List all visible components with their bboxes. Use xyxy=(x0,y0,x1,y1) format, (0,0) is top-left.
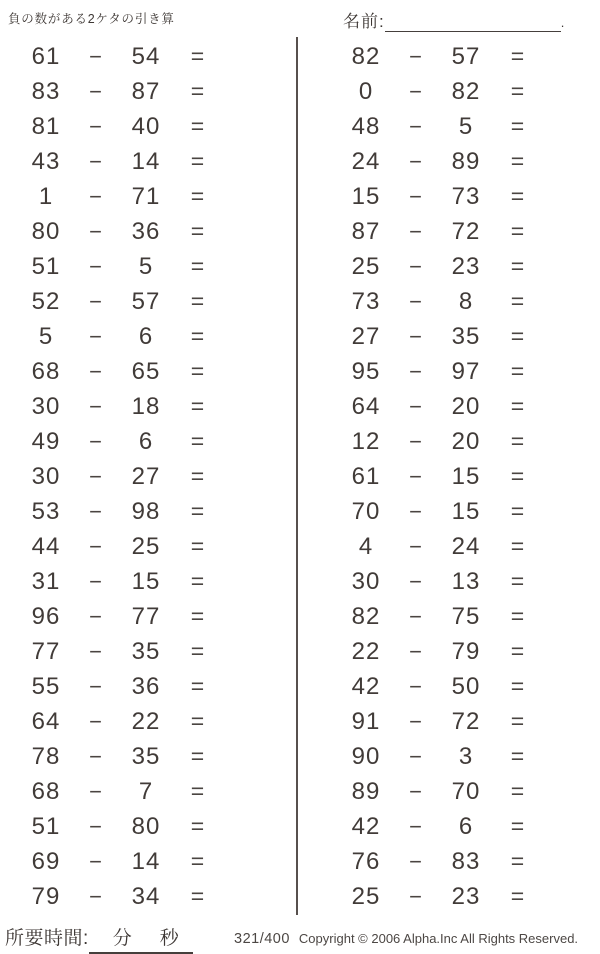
minus-operator: − xyxy=(409,288,423,314)
name-underline xyxy=(385,14,561,32)
problem-row xyxy=(336,39,540,74)
problem-row xyxy=(16,319,220,354)
subtrahend: 83 xyxy=(451,847,481,875)
minuend: 12 xyxy=(351,427,381,455)
equals-sign: = xyxy=(190,603,206,629)
minus-operator: − xyxy=(409,113,423,139)
minus-operator: − xyxy=(89,743,103,769)
problem-row xyxy=(336,809,540,844)
problem-row xyxy=(336,704,540,739)
problem-row xyxy=(16,669,220,704)
minus-operator: − xyxy=(409,358,423,384)
minus-operator: − xyxy=(409,883,423,909)
problems-column-right xyxy=(336,39,540,914)
equals-sign: = xyxy=(190,778,206,804)
equals-sign: = xyxy=(510,778,526,804)
minuend: 52 xyxy=(31,287,61,315)
subtrahend: 7 xyxy=(138,777,154,805)
equals-sign: = xyxy=(510,743,526,769)
equals-sign: = xyxy=(190,673,206,699)
minuend: 15 xyxy=(351,182,381,210)
equals-sign: = xyxy=(510,463,526,489)
subtrahend: 6 xyxy=(138,427,154,455)
minuend: 30 xyxy=(351,567,381,595)
subtrahend: 73 xyxy=(451,182,481,210)
minus-operator: − xyxy=(89,778,103,804)
problem-row xyxy=(16,564,220,599)
minus-operator: − xyxy=(89,358,103,384)
subtrahend: 23 xyxy=(451,882,481,910)
equals-sign: = xyxy=(510,183,526,209)
subtrahend: 6 xyxy=(458,812,474,840)
subtrahend: 14 xyxy=(131,147,161,175)
equals-sign: = xyxy=(190,78,206,104)
equals-sign: = xyxy=(510,323,526,349)
minuend: 22 xyxy=(351,637,381,665)
problem-row xyxy=(336,774,540,809)
minuend: 64 xyxy=(31,707,61,735)
equals-sign: = xyxy=(510,113,526,139)
problem-row xyxy=(16,249,220,284)
minuend: 61 xyxy=(31,42,61,70)
minuend: 4 xyxy=(358,532,374,560)
subtrahend: 18 xyxy=(131,392,161,420)
subtrahend: 98 xyxy=(131,497,161,525)
minus-operator: − xyxy=(409,78,423,104)
minuend: 51 xyxy=(31,812,61,840)
minuend: 43 xyxy=(31,147,61,175)
minus-operator: − xyxy=(409,568,423,594)
subtrahend: 5 xyxy=(138,252,154,280)
problem-row xyxy=(336,424,540,459)
equals-sign: = xyxy=(190,708,206,734)
minuend: 76 xyxy=(351,847,381,875)
equals-sign: = xyxy=(510,533,526,559)
minuend: 83 xyxy=(31,77,61,105)
minus-operator: − xyxy=(89,113,103,139)
minuend: 87 xyxy=(351,217,381,245)
subtrahend: 14 xyxy=(131,847,161,875)
minuend: 96 xyxy=(31,602,61,630)
problem-row xyxy=(336,214,540,249)
problem-row xyxy=(16,214,220,249)
minuend: 49 xyxy=(31,427,61,455)
problem-row xyxy=(336,529,540,564)
problem-row xyxy=(16,459,220,494)
minus-operator: − xyxy=(89,813,103,839)
equals-sign: = xyxy=(510,673,526,699)
problem-row xyxy=(16,599,220,634)
problem-row xyxy=(336,109,540,144)
subtrahend: 8 xyxy=(458,287,474,315)
subtrahend: 71 xyxy=(131,182,161,210)
equals-sign: = xyxy=(190,533,206,559)
subtrahend: 36 xyxy=(131,217,161,245)
worksheet-title: 負の数がある2ケタの引き算 xyxy=(8,12,175,26)
minus-operator: − xyxy=(409,253,423,279)
problem-row xyxy=(336,879,540,914)
minus-operator: − xyxy=(409,428,423,454)
minuend: 81 xyxy=(31,112,61,140)
subtrahend: 82 xyxy=(451,77,481,105)
equals-sign: = xyxy=(510,428,526,454)
equals-sign: = xyxy=(510,813,526,839)
equals-sign: = xyxy=(190,638,206,664)
subtrahend: 3 xyxy=(458,742,474,770)
minuend: 48 xyxy=(351,112,381,140)
problem-row xyxy=(336,634,540,669)
minuend: 95 xyxy=(351,357,381,385)
subtrahend: 35 xyxy=(131,637,161,665)
subtrahend: 15 xyxy=(451,462,481,490)
minuend: 30 xyxy=(31,462,61,490)
subtrahend: 54 xyxy=(131,42,161,70)
problem-row xyxy=(336,844,540,879)
problem-row xyxy=(336,179,540,214)
problem-row xyxy=(16,494,220,529)
subtrahend: 22 xyxy=(131,707,161,735)
minuend: 42 xyxy=(351,812,381,840)
problem-row xyxy=(16,389,220,424)
minuend: 27 xyxy=(351,322,381,350)
problem-row xyxy=(336,319,540,354)
minuend: 73 xyxy=(351,287,381,315)
equals-sign: = xyxy=(510,638,526,664)
minus-operator: − xyxy=(409,323,423,349)
problem-row xyxy=(16,109,220,144)
minus-operator: − xyxy=(89,533,103,559)
equals-sign: = xyxy=(510,43,526,69)
minuend: 30 xyxy=(31,392,61,420)
page-number: 321/400 xyxy=(234,931,290,947)
problem-row xyxy=(336,599,540,634)
minus-operator: − xyxy=(89,883,103,909)
minus-operator: − xyxy=(409,183,423,209)
problem-row xyxy=(336,564,540,599)
problem-row xyxy=(16,844,220,879)
minuend: 24 xyxy=(351,147,381,175)
minus-operator: − xyxy=(89,498,103,524)
equals-sign: = xyxy=(190,848,206,874)
minuend: 5 xyxy=(38,322,54,350)
minus-operator: − xyxy=(409,778,423,804)
minus-operator: − xyxy=(89,638,103,664)
minus-operator: − xyxy=(89,43,103,69)
subtrahend: 27 xyxy=(131,462,161,490)
equals-sign: = xyxy=(510,218,526,244)
minus-operator: − xyxy=(409,393,423,419)
minuend: 89 xyxy=(351,777,381,805)
subtrahend: 25 xyxy=(131,532,161,560)
subtrahend: 70 xyxy=(451,777,481,805)
time-blank-underline xyxy=(89,928,193,954)
equals-sign: = xyxy=(510,78,526,104)
problem-row xyxy=(336,74,540,109)
subtrahend: 35 xyxy=(451,322,481,350)
subtrahend: 15 xyxy=(131,567,161,595)
minus-operator: − xyxy=(409,533,423,559)
minus-operator: − xyxy=(409,638,423,664)
minuend: 70 xyxy=(351,497,381,525)
subtrahend: 20 xyxy=(451,427,481,455)
minus-operator: − xyxy=(409,673,423,699)
copyright-text: Copyright © 2006 Alpha.Inc All Rights Reserved. xyxy=(298,931,579,946)
equals-sign: = xyxy=(190,183,206,209)
equals-sign: = xyxy=(190,743,206,769)
seconds-label: 秒 xyxy=(159,928,179,949)
problem-row xyxy=(16,739,220,774)
minus-operator: − xyxy=(89,183,103,209)
name-label: 名前: xyxy=(343,12,385,31)
equals-sign: = xyxy=(510,498,526,524)
subtrahend: 75 xyxy=(451,602,481,630)
problem-row xyxy=(16,879,220,914)
problem-row xyxy=(16,424,220,459)
equals-sign: = xyxy=(190,323,206,349)
equals-sign: = xyxy=(510,393,526,419)
minus-operator: − xyxy=(409,848,423,874)
minuend: 55 xyxy=(31,672,61,700)
equals-sign: = xyxy=(190,463,206,489)
subtrahend: 40 xyxy=(131,112,161,140)
minus-operator: − xyxy=(89,463,103,489)
minus-operator: − xyxy=(89,393,103,419)
subtrahend: 72 xyxy=(451,217,481,245)
subtrahend: 72 xyxy=(451,707,481,735)
subtrahend: 34 xyxy=(131,882,161,910)
minus-operator: − xyxy=(89,323,103,349)
problem-row xyxy=(16,634,220,669)
subtrahend: 80 xyxy=(131,812,161,840)
subtrahend: 35 xyxy=(131,742,161,770)
minuend: 0 xyxy=(358,77,374,105)
minus-operator: − xyxy=(409,813,423,839)
problem-row xyxy=(16,144,220,179)
equals-sign: = xyxy=(190,148,206,174)
minuend: 80 xyxy=(31,217,61,245)
subtrahend: 97 xyxy=(451,357,481,385)
minuend: 69 xyxy=(31,847,61,875)
subtrahend: 79 xyxy=(451,637,481,665)
equals-sign: = xyxy=(510,253,526,279)
problem-row xyxy=(16,354,220,389)
footer-meta xyxy=(234,930,578,948)
equals-sign: = xyxy=(190,358,206,384)
problem-row xyxy=(16,704,220,739)
problem-row xyxy=(336,144,540,179)
equals-sign: = xyxy=(510,603,526,629)
equals-sign: = xyxy=(190,288,206,314)
problem-row xyxy=(16,809,220,844)
subtrahend: 57 xyxy=(131,287,161,315)
problem-row xyxy=(16,284,220,319)
minus-operator: − xyxy=(89,78,103,104)
minus-operator: − xyxy=(89,673,103,699)
problem-row xyxy=(336,669,540,704)
problem-row xyxy=(16,179,220,214)
minuend: 78 xyxy=(31,742,61,770)
equals-sign: = xyxy=(190,218,206,244)
minuend: 53 xyxy=(31,497,61,525)
equals-sign: = xyxy=(510,288,526,314)
minus-operator: − xyxy=(89,848,103,874)
minuend: 64 xyxy=(351,392,381,420)
equals-sign: = xyxy=(190,43,206,69)
minuend: 77 xyxy=(31,637,61,665)
subtrahend: 24 xyxy=(451,532,481,560)
minuend: 91 xyxy=(351,707,381,735)
minus-operator: − xyxy=(89,708,103,734)
equals-sign: = xyxy=(510,848,526,874)
problem-row xyxy=(336,249,540,284)
minus-operator: − xyxy=(89,568,103,594)
minus-operator: − xyxy=(89,253,103,279)
problem-row xyxy=(16,39,220,74)
equals-sign: = xyxy=(190,883,206,909)
minus-operator: − xyxy=(89,603,103,629)
minus-operator: − xyxy=(409,463,423,489)
minus-operator: − xyxy=(409,148,423,174)
equals-sign: = xyxy=(190,498,206,524)
subtrahend: 6 xyxy=(138,322,154,350)
minuend: 68 xyxy=(31,357,61,385)
problem-row xyxy=(336,739,540,774)
equals-sign: = xyxy=(510,148,526,174)
problem-row xyxy=(16,529,220,564)
equals-sign: = xyxy=(190,113,206,139)
minus-operator: − xyxy=(409,708,423,734)
subtrahend: 23 xyxy=(451,252,481,280)
equals-sign: = xyxy=(190,393,206,419)
time-required-field xyxy=(5,923,193,954)
equals-sign: = xyxy=(190,428,206,454)
equals-sign: = xyxy=(510,358,526,384)
equals-sign: = xyxy=(190,253,206,279)
equals-sign: = xyxy=(190,813,206,839)
minus-operator: − xyxy=(409,498,423,524)
subtrahend: 50 xyxy=(451,672,481,700)
subtrahend: 87 xyxy=(131,77,161,105)
minuend: 82 xyxy=(351,42,381,70)
name-line-period: . xyxy=(560,15,565,30)
minus-operator: − xyxy=(89,148,103,174)
minuend: 25 xyxy=(351,882,381,910)
minus-operator: − xyxy=(89,288,103,314)
problem-row xyxy=(16,774,220,809)
subtrahend: 57 xyxy=(451,42,481,70)
subtrahend: 15 xyxy=(451,497,481,525)
problem-row xyxy=(336,494,540,529)
minuend: 1 xyxy=(38,182,54,210)
subtrahend: 36 xyxy=(131,672,161,700)
equals-sign: = xyxy=(510,883,526,909)
minuend: 82 xyxy=(351,602,381,630)
minus-operator: − xyxy=(89,428,103,454)
problem-row xyxy=(336,354,540,389)
minus-operator: − xyxy=(409,743,423,769)
minuend: 25 xyxy=(351,252,381,280)
minuend: 68 xyxy=(31,777,61,805)
minus-operator: − xyxy=(89,218,103,244)
subtrahend: 65 xyxy=(131,357,161,385)
problem-row xyxy=(336,284,540,319)
subtrahend: 13 xyxy=(451,567,481,595)
problem-row xyxy=(336,389,540,424)
name-field xyxy=(343,7,564,32)
minutes-label: 分 xyxy=(112,928,132,949)
minus-operator: − xyxy=(409,603,423,629)
minuend: 44 xyxy=(31,532,61,560)
minuend: 79 xyxy=(31,882,61,910)
problems-column-left xyxy=(16,39,220,914)
problem-row xyxy=(336,459,540,494)
equals-sign: = xyxy=(510,708,526,734)
minuend: 31 xyxy=(31,567,61,595)
minuend: 61 xyxy=(351,462,381,490)
minus-operator: − xyxy=(409,43,423,69)
problem-row xyxy=(16,74,220,109)
equals-sign: = xyxy=(190,568,206,594)
subtrahend: 20 xyxy=(451,392,481,420)
minus-operator: − xyxy=(409,218,423,244)
subtrahend: 77 xyxy=(131,602,161,630)
time-required-label: 所要時間: xyxy=(5,928,89,949)
column-divider-line xyxy=(296,37,298,915)
equals-sign: = xyxy=(510,568,526,594)
subtrahend: 89 xyxy=(451,147,481,175)
minuend: 51 xyxy=(31,252,61,280)
subtrahend: 5 xyxy=(458,112,474,140)
minuend: 90 xyxy=(351,742,381,770)
minuend: 42 xyxy=(351,672,381,700)
